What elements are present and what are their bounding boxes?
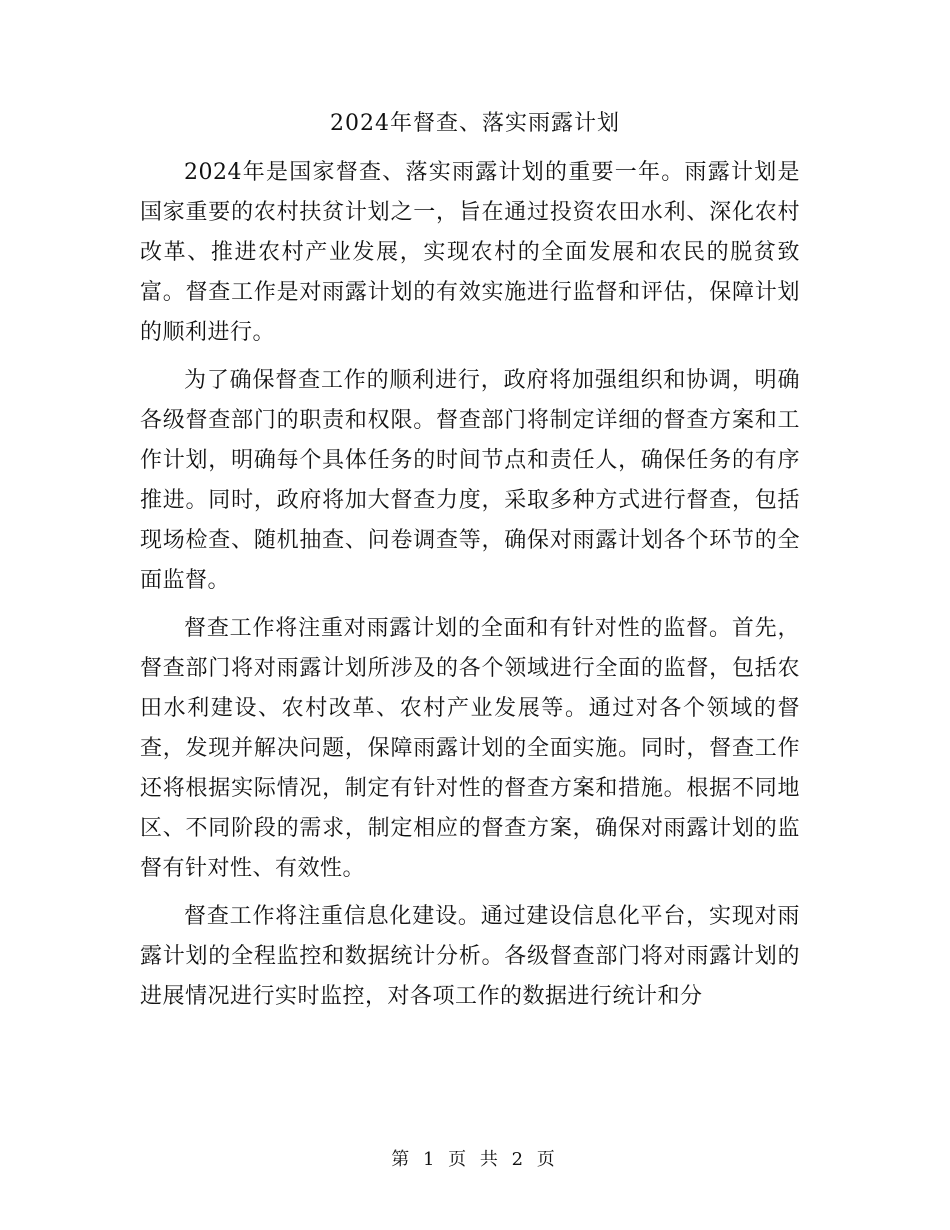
paragraph-1: 2024年是国家督查、落实雨露计划的重要一年。雨露计划是国家重要的农村扶贫计划之一，旨在通过投资农田水利、深化农村改革、推进农村产业发展，实现农村的全面发展和农民的脱贫致富。督查工作是对雨露计划的有效实施进行监督和评估，保障计划的顺利进行。 — [140, 160, 800, 345]
document-body — [140, 153, 800, 1025]
document-title: 2024年督查、落实雨露计划 — [330, 111, 620, 136]
page-number-footer: 第 1 页 共 2 页 — [391, 1149, 559, 1170]
paragraph-3: 督查工作将注重对雨露计划的全面和有针对性的监督。首先，督查部门将对雨露计划所涉及的各个领域进行全面的监督，包括农田水利建设、农村改革、农村产业发展等。通过对各个领域的督查，发现并解决问题，保障雨露计划的全面实施。同时，督查工作还将根据实际情况，制定有针对性的督查方案和措施。根据不同地区、不同阶段的需求，制定相应的督查方案，确保对雨露计划的监督有针对性、有效性。 — [140, 616, 800, 881]
paragraph-4: 督查工作将注重信息化建设。通过建设信息化平台，实现对雨露计划的全程监控和数据统计分析。各级督查部门将对雨露计划的进展情况进行实时监控，对各项工作的数据进行统计和分 — [140, 904, 800, 1009]
paragraph-2: 为了确保督查工作的顺利进行，政府将加强组织和协调，明确各级督查部门的职责和权限。督查部门将制定详细的督查方案和工作计划，明确每个具体任务的时间节点和责任人，确保任务的有序推进。同时，政府将加大督查力度，采取多种方式进行督查，包括现场检查、随机抽查、问卷调查等，确保对雨露计划各个环节的全面监督。 — [140, 368, 800, 593]
